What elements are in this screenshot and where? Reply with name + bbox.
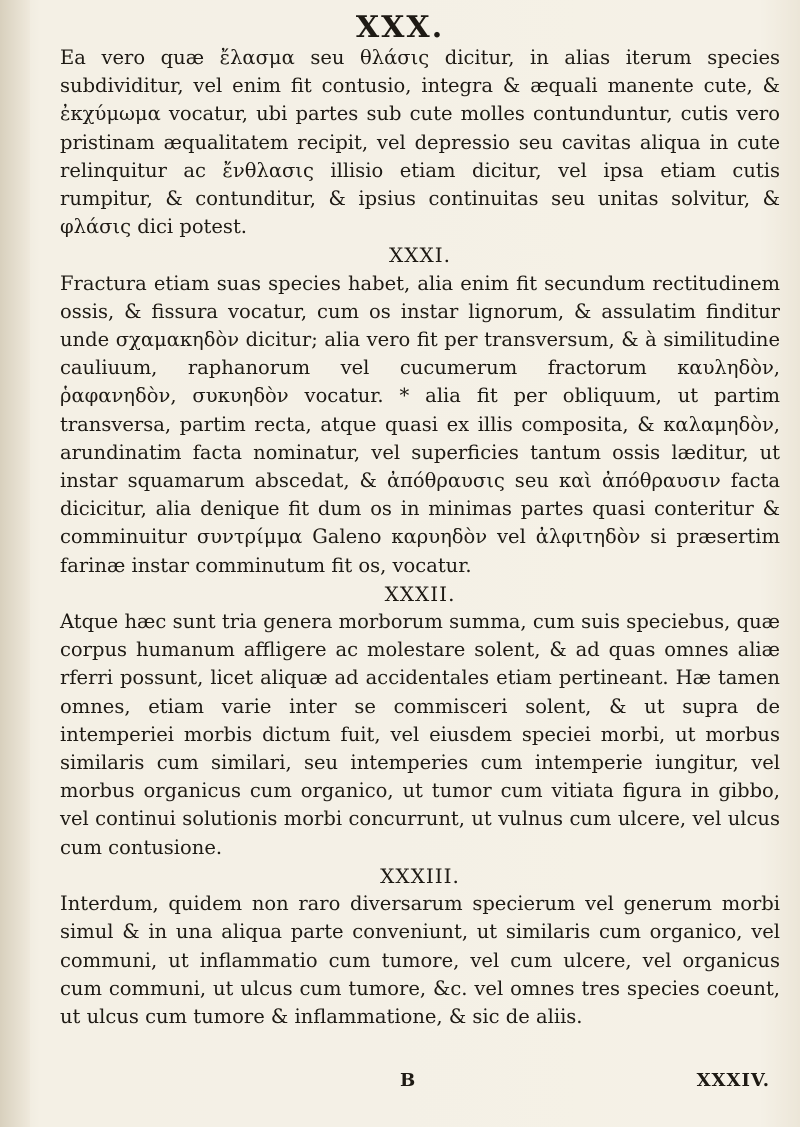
page-header: XXX. <box>355 10 445 45</box>
page-footer <box>60 1070 780 1100</box>
section-text: Fractura etiam suas species habet, alia enim fit secundum rectitudinem ossis, & fissura vocatur, cum os instar lignorum, & assulatim finditur unde σχαμακηδὸν dicitur; alia vero fit per transversum, & à similitudine cauliuum, raphanorum vel cucumerum fractorum καυληδὸν, ῥαφανηδὸν, συκυηδὸν vocatur. * alia fit per obliquum, ut partim transversa, partim recta, atque quasi ex illis composita, & καλαμηδὸν, arundinatim facta nominatur, vel superficies tantum ossis læditur, ut instar squamarum abscedat, & ἀπόθραυσις seu καὶ ἀπόθραυσιν facta dicicitur, alia denique fit dum os in minimas partes quasi conteritur & comminuitur συντρίμμα Galeno καρυηδὸν vel ἀλφιτηδὸν si præsertim farinæ instar comminutum fit os, vocatur. <box>60 271 780 577</box>
section-text: Ea vero quæ ἔλασμα seu θλάσις dicitur, in alias iterum species subdividitur, vel enim fit contusio, integra & æquali manente cute, & ἐκχύμωμα vocatur, ubi partes sub cute molles contunduntur, cutis vero pristinam æqualitatem recipit, vel depressio seu cavitas aliqua in cute relinquitur ac ἔνθλασις illisio etiam dicitur, vel ipsa etiam cutis rumpitur, & contunditur, & ipsius continuitas seu unitas solvitur, & φλάσις dici potest. <box>60 46 780 239</box>
catchword: XXXIV. <box>696 1070 770 1091</box>
section-heading: XXXIII. <box>380 863 460 888</box>
section-heading: XXXI. <box>389 243 451 268</box>
section-heading: XXXII. <box>384 581 456 606</box>
page-gutter <box>0 0 30 1127</box>
section-text: Interdum, quidem non raro diversarum specierum vel generum morbi simul & in una aliqua parte conveniunt, ut similaris cum organico, vel communi, ut inflammatio cum tumore, vel cum ulcere, vel organicus cum communi, ut ulcus cum tumore, &c. vel omnes tres species coeunt, ut ulcus cum tumore & inflammatione, & sic de aliis. <box>60 892 780 1028</box>
signature-mark: B <box>400 1070 416 1091</box>
body-text <box>60 44 780 1031</box>
section-text: Atque hæc sunt tria genera morborum summa, cum suis speciebus, quæ corpus humanum affligere ac molestare solent, & ad quas omnes aliæ rferri possunt, licet aliquæ ad accidentales etiam pertineant. Hæ tamen omnes, etiam varie inter se commisceri solent, & ut supra de intemperiei morbis dictum fuit, vel eiusdem speciei morbi, ut morbus similaris cum similari, seu intemperies cum intemperie iungitur, vel morbus organicus cum organico, ut tumor cum vitiata figura in gibbo, vel continui solutionis morbi concurrunt, ut vulnus cum ulcere, vel ulcus cum contusione. <box>60 610 780 859</box>
